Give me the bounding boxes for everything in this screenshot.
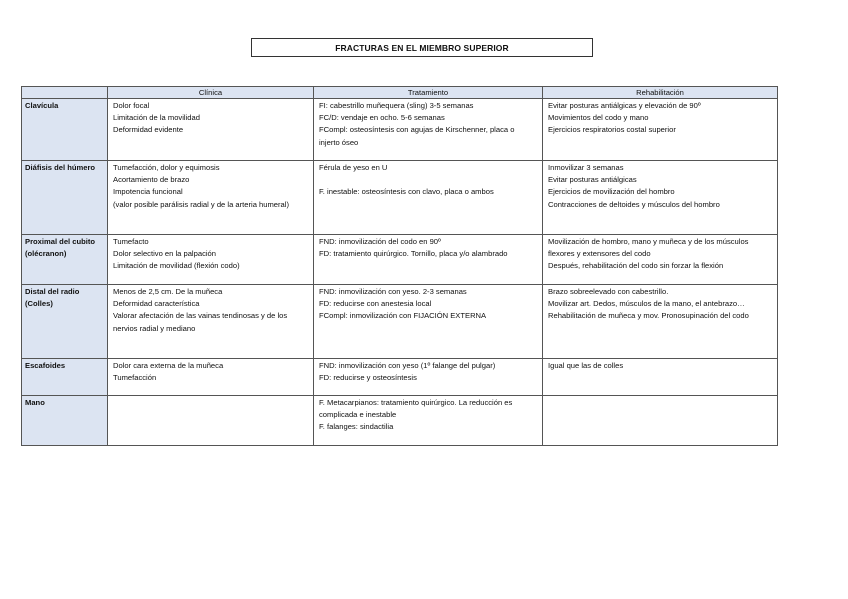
cell-line: Dolor focal	[113, 101, 150, 110]
cell-line: Evitar posturas antiálgicas y elevación de 90º	[548, 101, 701, 110]
cell-tratamiento	[314, 396, 543, 446]
cell-clinica	[108, 161, 314, 235]
cell-line: FND: inmovilización con yeso. 2-3 semanas	[319, 287, 467, 296]
row-label: Diáfisis del húmero	[22, 161, 108, 235]
cell-line: Deformidad característica	[113, 299, 200, 309]
cell-line: Limitación de movilidad (flexión codo)	[113, 261, 240, 271]
table-header-row	[22, 87, 778, 99]
cell-line: (valor posible parálisis radial y de la arteria humeral)	[113, 199, 289, 209]
cell-tratamiento	[314, 235, 543, 285]
cell-rehabilitacion	[543, 285, 778, 359]
row-label: Distal del radio (Colles)	[22, 285, 108, 359]
cell-line: Movimientos del codo y mano	[548, 113, 649, 123]
table-row	[22, 235, 778, 285]
cell-line: Acortamiento de brazo	[113, 175, 190, 185]
cell-clinica	[108, 99, 314, 161]
cell-clinica	[108, 359, 314, 396]
table-row	[22, 285, 778, 359]
cell-tratamiento	[314, 161, 543, 235]
row-label: Mano	[22, 396, 108, 446]
table-row	[22, 99, 778, 161]
table-row	[22, 396, 778, 446]
table-row	[22, 359, 778, 396]
cell-line: FD: tratamiento quirúrgico. Tornillo, placa y/o alambrado	[319, 249, 508, 259]
cell-line: Tumefacción	[113, 373, 157, 383]
cell-clinica	[108, 285, 314, 359]
fractures-table	[21, 86, 778, 446]
header-corner	[22, 87, 108, 99]
cell-line: Brazo sobreelevado con cabestrillo.	[548, 287, 669, 296]
cell-tratamiento	[314, 359, 543, 396]
header-rehabilitacion: Rehabilitación	[543, 87, 778, 99]
header-clinica: Clínica	[108, 87, 314, 99]
table-row	[22, 161, 778, 235]
cell-line: FD: reducirse con anestesia local	[319, 299, 432, 309]
cell-line: Ejercicios de movilización del hombro	[548, 187, 675, 197]
row-label: Proximal del cubito (olécranon)	[22, 235, 108, 285]
cell-line: FC/D: vendaje en ocho. 5-6 semanas	[319, 113, 445, 123]
cell-line: F. falanges: sindactilia	[319, 422, 394, 432]
cell-line: FND: inmovilización con yeso (1º falange del pulgar)	[319, 361, 496, 370]
cell-line: Férula de yeso en U	[319, 163, 388, 172]
cell-line: FCompl: osteosíntesis con agujas de Kirschenner, placa o injerto óseo	[319, 125, 517, 147]
cell-line: Movilizar art. Dedos, músculos de la mano, el antebrazo…	[548, 299, 745, 309]
cell-line: Igual que las de colles	[548, 361, 624, 370]
cell-line: FCompl: inmovilización con FIJACIÓN EXTERNA	[319, 311, 487, 321]
header-tratamiento: Tratamiento	[314, 87, 543, 99]
cell-line: Dolor selectivo en la palpación	[113, 249, 216, 259]
cell-tratamiento	[314, 285, 543, 359]
cell-rehabilitacion	[543, 359, 778, 396]
row-label: Escafoides	[22, 359, 108, 396]
cell-line	[319, 174, 537, 186]
cell-rehabilitacion	[543, 99, 778, 161]
cell-line: Deformidad evidente	[113, 125, 184, 135]
cell-line: Tumefacción, dolor y equimosis	[113, 163, 220, 172]
cell-line: Ejercicios respiratorios costal superior	[548, 125, 676, 135]
cell-line: Rehabilitación de muñeca y mov. Pronosupinación del codo	[548, 311, 749, 321]
cell-line: F. Metacarpianos: tratamiento quirúrgico. La reducción es complicada e inestable	[319, 398, 515, 420]
cell-clinica	[108, 396, 314, 446]
cell-line: Después, rehabilitación del codo sin forzar la flexión	[548, 261, 724, 271]
document-title: FRACTURAS EN EL MIEMBRO SUPERIOR	[251, 38, 593, 57]
cell-line: Limitación de la movilidad	[113, 113, 200, 123]
cell-line: Valorar afectación de las vainas tendinosas y de los nervios radial y mediano	[113, 311, 290, 333]
row-label: Clavícula	[22, 99, 108, 161]
cell-rehabilitacion	[543, 161, 778, 235]
cell-clinica	[108, 235, 314, 285]
cell-line: Inmovilizar 3 semanas	[548, 163, 624, 172]
cell-rehabilitacion	[543, 396, 778, 446]
cell-line: Evitar posturas antiálgicas	[548, 175, 637, 185]
cell-line: FND: inmovilización del codo en 90º	[319, 237, 441, 246]
cell-line: F. inestable: osteosíntesis con clavo, placa o ambos	[319, 187, 494, 197]
cell-line: Movilización de hombro, mano y muñeca y de los músculos flexores y extensores del codo	[548, 237, 751, 259]
cell-line: Impotencia funcional	[113, 187, 183, 197]
cell-line: Contracciones de deltoides y músculos del hombro	[548, 199, 720, 209]
cell-line: FI: cabestrillo muñequera (sling) 3-5 semanas	[319, 101, 474, 110]
cell-line: Menos de 2,5 cm. De la muñeca	[113, 287, 223, 296]
cell-rehabilitacion	[543, 235, 778, 285]
cell-line: Tumefacto	[113, 237, 149, 246]
cell-line: FD: reducirse y osteosíntesis	[319, 373, 417, 383]
cell-line: Dolor cara externa de la muñeca	[113, 361, 224, 370]
cell-tratamiento	[314, 99, 543, 161]
